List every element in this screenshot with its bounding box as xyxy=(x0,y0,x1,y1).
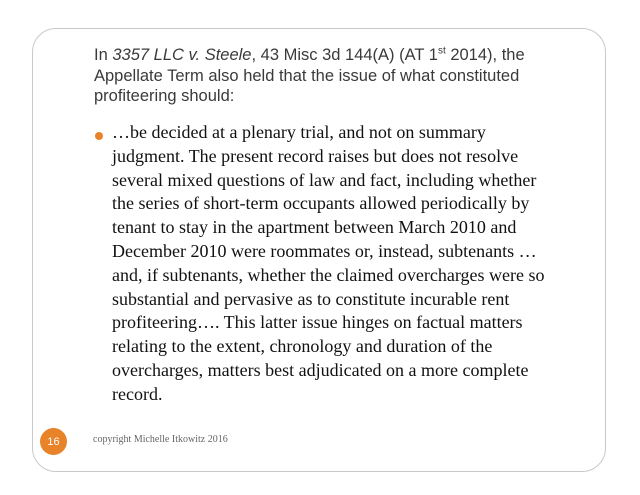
bullet-dot-icon xyxy=(95,132,103,140)
heading-suffix: 2014), the Appellate Term also held that the issue of what constituted profiteering should: xyxy=(94,46,525,105)
heading-citation: , 43 Misc 3d 144(A) (AT 1 xyxy=(251,46,438,64)
page-number-badge xyxy=(40,428,67,455)
case-name: 3357 LLC v. Steele xyxy=(112,46,252,64)
heading-superscript: st xyxy=(437,45,446,57)
slide-heading xyxy=(94,45,594,107)
quote-text: …be decided at a plenary trial, and not on summary judgment. The present record raises but does not resolve several mixed questions of law and fact, including whether the series of short-term occupants allowed periodically by tenant to stay in the apartment between March 2010 and December 2010 were roommates or, instead, subtenants … and, if subtenants, whether the claimed overcharges were so substantial and pervasive as to constitute incurable rent profiteering…. This latter issue hinges on factual matters relating to the extent, chronology and duration of the overcharges, matters best adjudicated on a more complete record. xyxy=(112,122,545,404)
page-number: 16 xyxy=(47,435,60,448)
footer-copyright: copyright Michelle Itkowitz 2016 xyxy=(93,434,228,445)
heading-prefix: In xyxy=(94,46,113,64)
